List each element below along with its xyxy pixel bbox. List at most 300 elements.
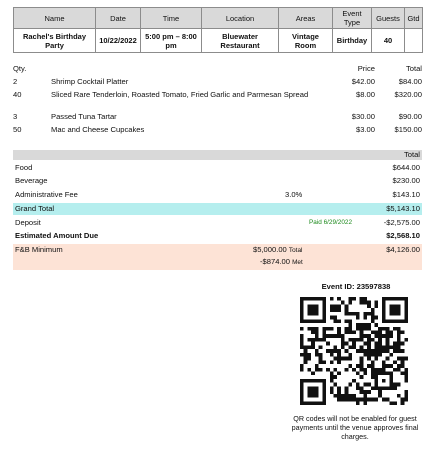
qr-module bbox=[393, 368, 397, 372]
qr-module bbox=[404, 319, 408, 323]
qr-module bbox=[345, 308, 349, 312]
qr-module bbox=[319, 353, 323, 357]
item-price: $8.00 bbox=[355, 90, 375, 99]
qr-module bbox=[352, 342, 356, 346]
qr-module bbox=[307, 304, 311, 308]
qr-module bbox=[367, 345, 371, 349]
item-qty: 2 bbox=[13, 77, 18, 86]
qr-module bbox=[326, 368, 330, 372]
qr-module bbox=[304, 360, 308, 364]
qr-module bbox=[311, 379, 315, 383]
qr-module bbox=[307, 353, 311, 357]
qr-module bbox=[374, 316, 378, 320]
qr-module bbox=[330, 349, 334, 353]
qr-module bbox=[393, 386, 397, 390]
qr-module bbox=[356, 323, 360, 327]
qr-module bbox=[352, 338, 356, 342]
qr-module bbox=[322, 360, 326, 364]
qr-module bbox=[322, 401, 326, 405]
qr-module bbox=[352, 379, 356, 383]
qr-module bbox=[363, 401, 367, 405]
qr-module bbox=[389, 371, 393, 375]
qr-module bbox=[307, 312, 311, 316]
qr-module bbox=[348, 398, 352, 402]
qr-module bbox=[319, 401, 323, 405]
qr-module bbox=[311, 401, 315, 405]
estimated-due-value: $2,568.10 bbox=[386, 231, 420, 240]
qr-module bbox=[374, 323, 378, 327]
qr-module bbox=[352, 394, 356, 398]
qr-module bbox=[337, 398, 341, 402]
item-price: $42.00 bbox=[351, 77, 375, 86]
qr-module bbox=[397, 331, 401, 335]
header-event-type: Event Type bbox=[333, 8, 372, 29]
qr-module bbox=[348, 394, 352, 398]
qr-module bbox=[382, 368, 386, 372]
qr-module bbox=[356, 398, 360, 402]
qr-module bbox=[341, 338, 345, 342]
admin-fee-row bbox=[13, 189, 422, 201]
qr-module bbox=[389, 334, 393, 338]
qr-module bbox=[300, 368, 304, 372]
fb-minimum-met bbox=[260, 256, 303, 269]
qr-module bbox=[300, 327, 304, 331]
qr-module bbox=[378, 390, 382, 394]
qr-module bbox=[330, 304, 334, 308]
deposit-label: Deposit bbox=[15, 218, 41, 227]
qr-module bbox=[389, 304, 393, 308]
qr-module bbox=[371, 312, 375, 316]
qr-module bbox=[360, 338, 364, 342]
qr-module bbox=[393, 342, 397, 346]
qr-module bbox=[397, 304, 401, 308]
qr-module bbox=[363, 371, 367, 375]
qr-module bbox=[311, 345, 315, 349]
qr-module bbox=[386, 319, 390, 323]
qr-module bbox=[382, 316, 386, 320]
qr-module bbox=[382, 334, 386, 338]
qr-module bbox=[382, 301, 386, 305]
qr-module bbox=[352, 312, 356, 316]
qr-module bbox=[374, 342, 378, 346]
qr-module bbox=[389, 331, 393, 335]
qr-module bbox=[367, 312, 371, 316]
qr-module bbox=[356, 401, 360, 405]
qr-module bbox=[311, 342, 315, 346]
event-table-header-row bbox=[14, 8, 423, 29]
qr-module bbox=[374, 383, 378, 387]
qr-module bbox=[363, 297, 367, 301]
qr-module bbox=[360, 357, 364, 361]
qr-module bbox=[348, 331, 352, 335]
qty-header: Qty. bbox=[13, 64, 27, 73]
event-areas: Vintage Room bbox=[279, 29, 333, 53]
price-header: Price bbox=[357, 64, 375, 73]
qr-module bbox=[311, 297, 315, 301]
qr-module bbox=[311, 331, 315, 335]
qr-module bbox=[322, 338, 326, 342]
qr-module bbox=[300, 297, 304, 301]
qr-module bbox=[374, 301, 378, 305]
qr-module bbox=[378, 353, 382, 357]
qr-module bbox=[360, 349, 364, 353]
qr-module bbox=[389, 308, 393, 312]
qr-module bbox=[300, 394, 304, 398]
qr-module bbox=[363, 353, 367, 357]
qr-module bbox=[319, 368, 323, 372]
qr-module bbox=[304, 353, 308, 357]
deposit-row bbox=[13, 217, 422, 229]
qr-module bbox=[360, 375, 364, 379]
qr-module bbox=[371, 386, 375, 390]
qr-module bbox=[397, 338, 401, 342]
qr-module bbox=[326, 327, 330, 331]
qr-module bbox=[300, 316, 304, 320]
qr-module bbox=[348, 312, 352, 316]
beverage-row bbox=[13, 175, 422, 187]
qr-module bbox=[367, 383, 371, 387]
qr-module bbox=[404, 304, 408, 308]
qr-module bbox=[367, 323, 371, 327]
qr-module bbox=[401, 349, 405, 353]
qr-module bbox=[341, 357, 345, 361]
qr-module bbox=[378, 342, 382, 346]
qr-module bbox=[311, 394, 315, 398]
event-gtd bbox=[405, 29, 423, 53]
header-gtd: Gtd bbox=[405, 8, 423, 29]
qr-module bbox=[300, 386, 304, 390]
qr-module bbox=[319, 360, 323, 364]
qr-module bbox=[393, 297, 397, 301]
qr-module bbox=[352, 398, 356, 402]
qr-module bbox=[386, 345, 390, 349]
qr-module bbox=[300, 345, 304, 349]
qr-module bbox=[371, 331, 375, 335]
estimated-due-label: Estimated Amount Due bbox=[15, 231, 99, 240]
qr-module bbox=[374, 353, 378, 357]
item-price: $3.00 bbox=[355, 125, 375, 134]
qr-module bbox=[322, 398, 326, 402]
item-qty: 40 bbox=[13, 90, 22, 99]
qr-module bbox=[360, 331, 364, 335]
qr-module bbox=[307, 297, 311, 301]
qr-module bbox=[382, 371, 386, 375]
qr-module bbox=[300, 401, 304, 405]
qr-module bbox=[330, 353, 334, 357]
item-description: Sliced Rare Tenderloin, Roasted Tomato, Fried Garlic and Parmesan Spread bbox=[51, 90, 309, 99]
qr-module bbox=[382, 364, 386, 368]
qr-module bbox=[311, 386, 315, 390]
header-location: Location bbox=[202, 8, 279, 29]
qr-module bbox=[322, 297, 326, 301]
qr-module bbox=[367, 342, 371, 346]
beverage-label: Beverage bbox=[15, 176, 48, 185]
qr-module bbox=[386, 364, 390, 368]
qr-module bbox=[363, 323, 367, 327]
fb-minimum-met-label: Met bbox=[292, 259, 303, 266]
qr-module bbox=[386, 349, 390, 353]
qr-module bbox=[319, 297, 323, 301]
qr-module bbox=[360, 334, 364, 338]
qr-module bbox=[360, 297, 364, 301]
qr-module bbox=[352, 345, 356, 349]
qr-module bbox=[386, 398, 390, 402]
item-description: Passed Tuna Tartar bbox=[51, 112, 117, 121]
qr-module bbox=[345, 312, 349, 316]
qr-module bbox=[315, 379, 319, 383]
admin-fee-rate: 3.0% bbox=[285, 190, 303, 199]
qr-module bbox=[378, 394, 382, 398]
qr-module bbox=[307, 394, 311, 398]
qr-module bbox=[374, 386, 378, 390]
qr-module bbox=[371, 398, 375, 402]
qr-module bbox=[348, 345, 352, 349]
qr-module bbox=[389, 364, 393, 368]
qr-module bbox=[356, 327, 360, 331]
qr-module bbox=[382, 319, 386, 323]
qr-module bbox=[404, 316, 408, 320]
qr-module bbox=[404, 301, 408, 305]
qr-module bbox=[378, 386, 382, 390]
qr-module bbox=[367, 357, 371, 361]
qr-module bbox=[341, 345, 345, 349]
event-table-row bbox=[14, 29, 423, 53]
qr-module bbox=[341, 334, 345, 338]
qr-module bbox=[367, 398, 371, 402]
qr-module bbox=[322, 327, 326, 331]
qr-module bbox=[397, 319, 401, 323]
event-type: Birthday bbox=[333, 29, 372, 53]
qr-module bbox=[337, 327, 341, 331]
qr-module bbox=[393, 319, 397, 323]
qr-module bbox=[404, 371, 408, 375]
qr-module bbox=[330, 360, 334, 364]
fb-minimum-value: $4,126.00 bbox=[386, 245, 420, 254]
qr-module bbox=[307, 357, 311, 361]
event-location: Bluewater Restaurant bbox=[202, 29, 279, 53]
qr-module bbox=[326, 342, 330, 346]
qr-module bbox=[330, 379, 334, 383]
qr-module bbox=[374, 334, 378, 338]
qr-code-image bbox=[300, 297, 408, 405]
qr-module bbox=[322, 316, 326, 320]
qr-module bbox=[393, 312, 397, 316]
qr-module bbox=[352, 331, 356, 335]
qr-module bbox=[371, 360, 375, 364]
qr-module bbox=[334, 334, 338, 338]
qr-module bbox=[397, 297, 401, 301]
header-time: Time bbox=[141, 8, 202, 29]
admin-fee-label: Administrative Fee bbox=[15, 190, 78, 199]
qr-module bbox=[304, 297, 308, 301]
qr-module bbox=[360, 390, 364, 394]
qr-module bbox=[326, 334, 330, 338]
qr-module bbox=[304, 401, 308, 405]
qr-module bbox=[345, 357, 349, 361]
qr-module bbox=[404, 398, 408, 402]
event-guests: 40 bbox=[372, 29, 405, 53]
qr-module bbox=[300, 304, 304, 308]
qr-module bbox=[311, 327, 315, 331]
qr-module bbox=[371, 338, 375, 342]
qr-module bbox=[311, 319, 315, 323]
qr-module bbox=[378, 338, 382, 342]
qr-module bbox=[315, 304, 319, 308]
qr-module bbox=[397, 349, 401, 353]
qr-module bbox=[341, 394, 345, 398]
qr-module bbox=[371, 364, 375, 368]
qr-module bbox=[315, 364, 319, 368]
summary-header-bar bbox=[13, 150, 422, 160]
qr-module bbox=[393, 345, 397, 349]
qr-module bbox=[330, 390, 334, 394]
qr-module bbox=[334, 375, 338, 379]
item-qty: 3 bbox=[13, 112, 18, 121]
qr-module bbox=[304, 349, 308, 353]
event-date: 10/22/2022 bbox=[96, 29, 141, 53]
qr-module bbox=[397, 334, 401, 338]
qr-module bbox=[307, 345, 311, 349]
qr-module bbox=[401, 342, 405, 346]
qr-module bbox=[345, 386, 349, 390]
qr-module bbox=[401, 401, 405, 405]
qr-module bbox=[315, 394, 319, 398]
qr-module bbox=[401, 357, 405, 361]
qr-module bbox=[374, 331, 378, 335]
qr-module bbox=[322, 301, 326, 305]
qr-module bbox=[397, 383, 401, 387]
qr-module bbox=[322, 394, 326, 398]
event-id: Event ID: 23597838 bbox=[321, 282, 391, 291]
qr-module bbox=[363, 349, 367, 353]
grand-total-row bbox=[13, 203, 422, 215]
qr-module bbox=[404, 375, 408, 379]
qr-module bbox=[382, 327, 386, 331]
qr-module bbox=[345, 304, 349, 308]
qr-module bbox=[307, 390, 311, 394]
deposit-paid-note: Paid 6/29/2022 bbox=[309, 219, 352, 226]
qr-module bbox=[345, 349, 349, 353]
qr-module bbox=[404, 338, 408, 342]
qr-module bbox=[348, 383, 352, 387]
qr-module bbox=[386, 386, 390, 390]
qr-module bbox=[393, 401, 397, 405]
qr-module bbox=[337, 308, 341, 312]
qr-module bbox=[304, 345, 308, 349]
qr-module bbox=[367, 349, 371, 353]
qr-module bbox=[311, 390, 315, 394]
qr-module bbox=[300, 334, 304, 338]
qr-module bbox=[382, 379, 386, 383]
qr-module bbox=[382, 386, 386, 390]
qr-module bbox=[360, 386, 364, 390]
qr-module bbox=[348, 353, 352, 357]
qr-module bbox=[300, 342, 304, 346]
qr-module bbox=[401, 331, 405, 335]
qr-module bbox=[393, 304, 397, 308]
qr-module bbox=[363, 394, 367, 398]
qr-module bbox=[315, 334, 319, 338]
qr-module bbox=[404, 379, 408, 383]
qr-module bbox=[360, 301, 364, 305]
qr-module bbox=[401, 319, 405, 323]
qr-module bbox=[382, 312, 386, 316]
qr-module bbox=[371, 371, 375, 375]
qr-module bbox=[389, 379, 393, 383]
qr-module bbox=[341, 301, 345, 305]
qr-module bbox=[300, 390, 304, 394]
qr-module bbox=[311, 308, 315, 312]
qr-module bbox=[378, 368, 382, 372]
qr-module bbox=[389, 312, 393, 316]
deposit-value: -$2,575.00 bbox=[383, 218, 420, 227]
qr-module bbox=[386, 338, 390, 342]
qr-module bbox=[300, 364, 304, 368]
qr-module bbox=[356, 383, 360, 387]
qr-module bbox=[319, 319, 323, 323]
qr-module bbox=[300, 301, 304, 305]
qr-module bbox=[307, 386, 311, 390]
qr-module bbox=[360, 364, 364, 368]
item-total: $84.00 bbox=[398, 77, 422, 86]
qr-module bbox=[322, 383, 326, 387]
qr-module bbox=[311, 304, 315, 308]
qr-module bbox=[386, 342, 390, 346]
qr-module bbox=[389, 353, 393, 357]
qr-module bbox=[319, 379, 323, 383]
qr-module bbox=[367, 364, 371, 368]
qr-module bbox=[326, 349, 330, 353]
qr-module bbox=[374, 379, 378, 383]
qr-module bbox=[304, 319, 308, 323]
qr-module bbox=[363, 398, 367, 402]
qr-module bbox=[356, 371, 360, 375]
qr-note: QR codes will not be enabled for guest payments until the venue approves final charges. bbox=[291, 414, 419, 441]
qr-module bbox=[304, 379, 308, 383]
qr-module bbox=[363, 301, 367, 305]
qr-module bbox=[363, 390, 367, 394]
qr-module bbox=[300, 379, 304, 383]
qr-module bbox=[393, 308, 397, 312]
item-qty: 50 bbox=[13, 125, 22, 134]
qr-module bbox=[315, 308, 319, 312]
qr-module bbox=[401, 364, 405, 368]
items-header bbox=[13, 64, 422, 75]
item-total: $320.00 bbox=[394, 90, 422, 99]
qr-module bbox=[363, 383, 367, 387]
qr-module bbox=[300, 383, 304, 387]
qr-module bbox=[404, 297, 408, 301]
qr-module bbox=[322, 308, 326, 312]
qr-module bbox=[352, 368, 356, 372]
qr-module bbox=[307, 368, 311, 372]
qr-module bbox=[397, 308, 401, 312]
qr-module bbox=[360, 327, 364, 331]
qr-module bbox=[374, 349, 378, 353]
qr-module bbox=[404, 308, 408, 312]
qr-module bbox=[315, 401, 319, 405]
qr-module bbox=[337, 319, 341, 323]
qr-module bbox=[382, 304, 386, 308]
qr-module bbox=[401, 398, 405, 402]
item-description: Mac and Cheese Cupcakes bbox=[51, 125, 145, 134]
qr-module bbox=[374, 368, 378, 372]
qr-module bbox=[371, 368, 375, 372]
qr-module bbox=[334, 368, 338, 372]
qr-module bbox=[360, 360, 364, 364]
qr-module bbox=[371, 308, 375, 312]
qr-module bbox=[319, 338, 323, 342]
